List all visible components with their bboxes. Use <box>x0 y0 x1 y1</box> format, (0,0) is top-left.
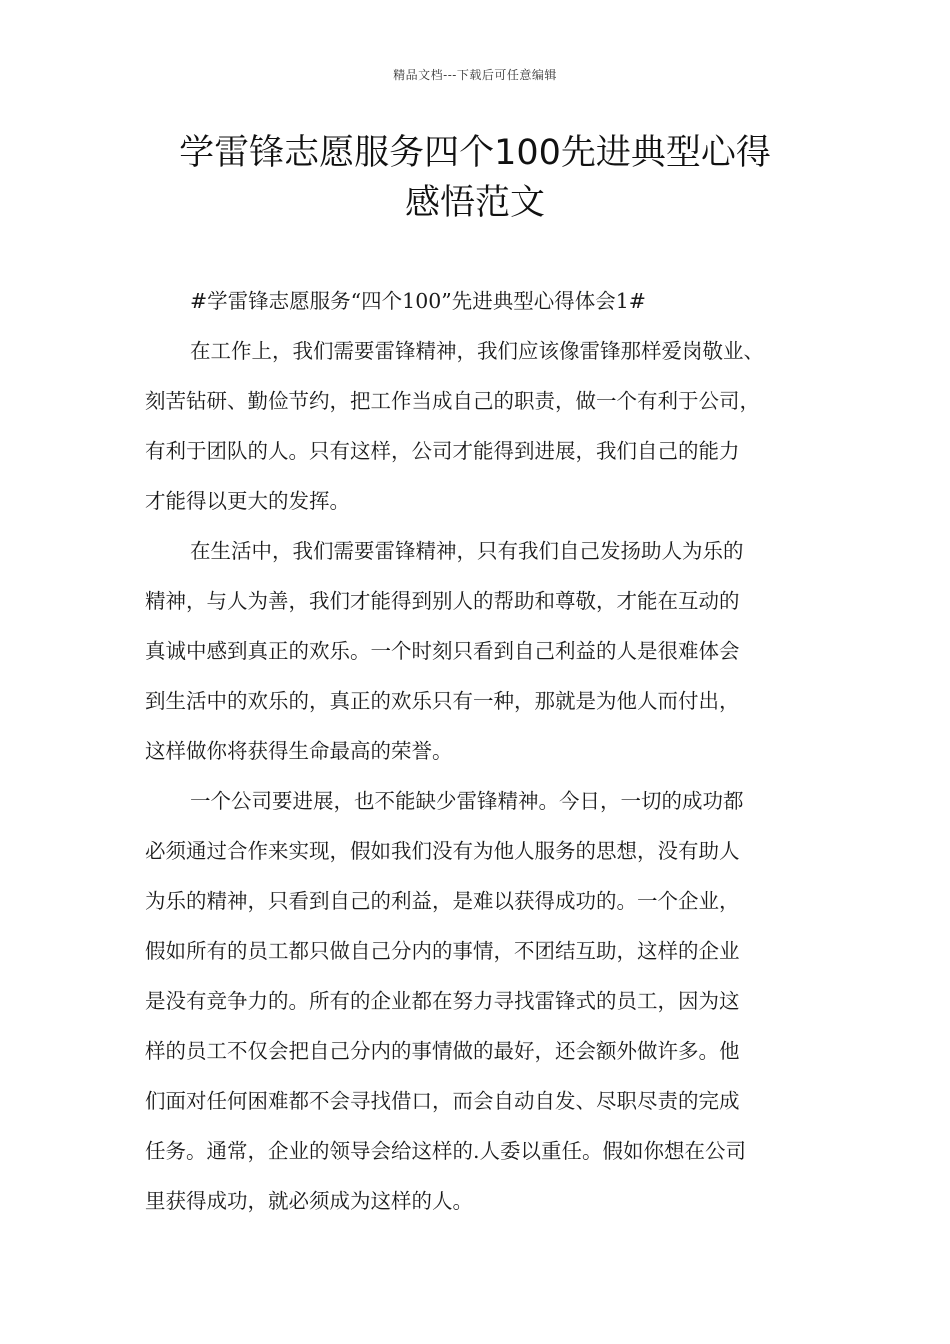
header-note: 精品文档---下载后可任意编辑 <box>393 68 557 82</box>
paragraph-line: 一个公司要进展，也不能缺少雷锋精神。今日，一切的成功都 <box>190 789 744 813</box>
document-title <box>110 128 840 228</box>
paragraph-line: 精神，与人为善，我们才能得到别人的帮助和尊敬，才能在互动的 <box>145 589 740 613</box>
paragraph-line: 样的员工不仅会把自己分内的事情做的最好，还会额外做许多。他 <box>145 1039 740 1063</box>
paragraph-line: 里获得成功，就必须成为这样的人。 <box>145 1189 473 1213</box>
paragraph-line: 在工作上，我们需要雷锋精神，我们应该像雷锋那样爱岗敬业、 <box>190 339 764 363</box>
paragraph-line: 刻苦钻研、勤俭节约，把工作当成自己的职责，做一个有利于公司， <box>145 389 760 413</box>
paragraph-line: 真诚中感到真正的欢乐。一个时刻只看到自己利益的人是很难体会 <box>145 639 740 663</box>
paragraph-line: 任务。通常，企业的领导会给这样的.人委以重任。假如你想在公司 <box>145 1139 747 1163</box>
paragraph-line: 是没有竞争力的。所有的企业都在努力寻找雷锋式的员工，因为这 <box>145 989 740 1013</box>
paragraph-line: 有利于团队的人。只有这样，公司才能得到进展，我们自己的能力 <box>145 439 740 463</box>
section-heading: #学雷锋志愿服务“四个100”先进典型心得体会1# <box>190 289 646 313</box>
document-body <box>145 276 825 1226</box>
paragraph-line: 到生活中的欢乐的，真正的欢乐只有一种，那就是为他人而付出， <box>145 689 740 713</box>
paragraph-line: 假如所有的员工都只做自己分内的事情，不团结互助，这样的企业 <box>145 939 740 963</box>
paragraph-line: 这样做你将获得生命最高的荣誉。 <box>145 739 453 763</box>
title-line: 学雷锋志愿服务四个100先进典型心得 <box>179 133 771 173</box>
paragraph-line: 才能得以更大的发挥。 <box>145 489 350 513</box>
paragraph-line: 在生活中，我们需要雷锋精神，只有我们自己发扬助人为乐的 <box>190 539 744 563</box>
paragraph-line: 为乐的精神，只看到自己的利益，是难以获得成功的。一个企业， <box>145 889 740 913</box>
title-line: 感悟范文 <box>404 183 545 223</box>
paragraph-line: 必须通过合作来实现，假如我们没有为他人服务的思想，没有助人 <box>145 839 740 863</box>
paragraph <box>145 326 825 526</box>
paragraph <box>145 776 825 1226</box>
paragraph-line: 们面对任何困难都不会寻找借口，而会自动自发、尽职尽责的完成 <box>145 1089 740 1113</box>
paragraph <box>145 526 825 776</box>
